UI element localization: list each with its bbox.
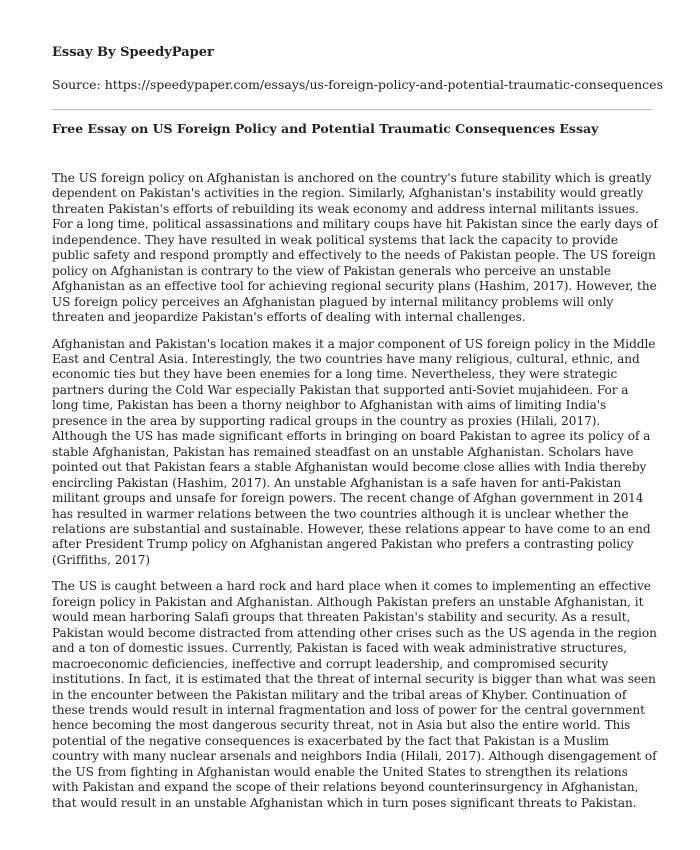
essay-body [52,171,658,822]
paragraph: The US foreign policy on Afghanistan is anchored on the country's future stability which is greatly dependent on Pakistan's activities in the region. Similarly, Afghanistan's instability would greatly threaten Pakistan's efforts of rebuilding its weak economy and address internal militants issues. For a long time, political assassinations and military coups have hit Pakistan since the early days of independence. They have resulted in weak political systems that lack the capacity to provide public safety and respond promptly and effectively to the needs of Pakistan people. The US foreign policy on Afghanistan is contrary to the view of Pakistan generals who perceive an unstable Afghanistan as an effective tool for achieving regional security plans (Hashim, 2017). However, the US foreign policy perceives an Afghanistan plagued by internal militancy problems will only threaten and jeopardize Pakistan's efforts of dealing with internal challenges. [52,171,658,325]
source-line: Source: https://speedypaper.com/essays/us-foreign-policy-and-potential-traumatic-consequences [52,77,663,92]
essay-title: Free Essay on US Foreign Policy and Potential Traumatic Consequences Essay [52,121,599,136]
paragraph: The US is caught between a hard rock and hard place when it comes to implementing an effective foreign policy in Pakistan and Afghanistan. Although Pakistan prefers an unstable Afghanistan, it would mean harboring Salafi groups that threaten Pakistan's stability and security. As a result, Pakistan would become distracted from attending other crises such as the US agenda in the region and a ton of domestic issues. Currently, Pakistan is faced with weak administrative structures, macroeconomic deficiencies, ineffective and corrupt leadership, and compromised security institutions. In fact, it is estimated that the threat of internal security is bigger than what was seen in the encounter between the Pakistan military and the tribal areas of Khyber. Continuation of these trends would result in internal fragmentation and loss of power for the central government hence becoming the most dangerous security threat, not in Asia but also the entire world. This potential of the negative consequences is exacerbated by the fact that Pakistan is a Muslim country with many nuclear arsenals and neighbors India (Hilali, 2017). Although disengagement of the US from fighting in Afghanistan would enable the United States to strengthen its relations with Pakistan and expand the scope of their relations beyond counterinsurgency in Afghanistan, that would result in an unstable Afghanistan which in turn poses significant threats to Pakistan. [52,579,657,810]
paragraph: Afghanistan and Pakistan's location makes it a major component of US foreign policy in the Middle East and Central Asia. Interestingly, the two countries have many religious, cultural, ethnic, and economic ties but they have been enemies for a long time. Nevertheless, they were strategic partners during the Cold War especially Pakistan that supported anti-Soviet mujahideen. For a long time, Pakistan has been a thorny neighbor to Afghanistan with aims of limiting India's presence in the area by supporting radical groups in the country as proxies (Hilali, 2017). Although the US has made significant efforts in bringing on board Pakistan to agree its policy of a stable Afghanistan, Pakistan has remained steadfast on an unstable Afghanistan. Scholars have pointed out that Pakistan fears a stable Afghanistan would become close allies with India thereby encircling Pakistan (Hashim, 2017). An unstable Afghanistan is a safe haven for anti-Pakistan militant groups and unsafe for foreign powers. The recent change of Afghan government in 2014 has resulted in warmer relations between the two countries although it is unclear whether the relations are substantial and sustainable. However, these relations appear to have come to an end after President Trump policy on Afghanistan angered Pakistan who prefers a contrasting policy (Griffiths, 2017) [52,336,656,567]
brand-heading: Essay By SpeedyPaper [52,45,214,60]
header-divider [52,109,652,110]
document-header [52,44,662,94]
